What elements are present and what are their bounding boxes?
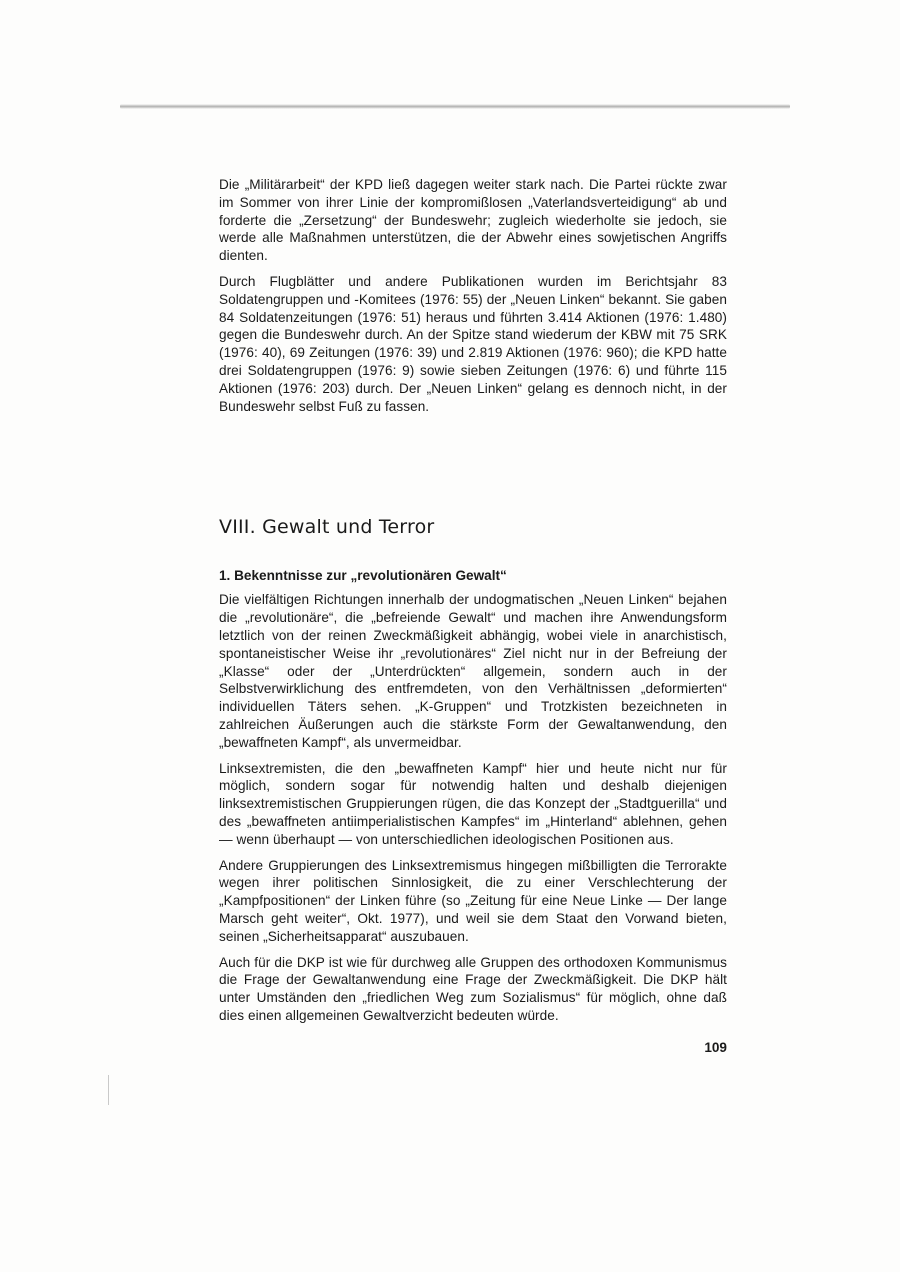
sub-heading: 1. Bekenntnisse zur „revolutionären Gewalt“ — [219, 568, 507, 584]
page-number: 109 — [704, 1040, 727, 1055]
top-scan-rule — [120, 104, 790, 109]
paragraph-richtungen: Die vielfältigen Richtungen innerhalb der undogmatischen „Neuen Linken“ bejahen die „revolutionäre“, die „befreiende Gewalt“ und machen ihre Anwendungsform letztlich von der reinen Zweckmäßigkeit abhängig, wobei viele in anarchistisch, spontaneistischer Weise ihr „revolutionäres“ Ziel nicht nur in der Befreiung der „Klasse“ oder der „Unterdrückten“ allgemein, sondern auch in der Selbstverwirklichung des entfremdeten, von den Verhältnissen „deformierten“ individuellen Täters sehen. „K-Gruppen“ und Trotzkisten bezeichneten in zahlreichen Äußerungen auch die stärkste Form der Gewaltanwendung, den „bewaffneten Kampf“, als unvermeidbar. — [219, 592, 727, 750]
paragraph-militaerarbeit: Die „Militärarbeit“ der KPD ließ dagegen weiter stark nach. Die Partei rückte zwar im Sommer von ihrer Linie der kompromißlosen „Vaterlandsverteidigung“ ab und forderte die „Zersetzung“ der Bundeswehr; zugleich wiederholte sie jedoch, sie werde alle Maßnahmen unterstützen, die der Abwehr eines sowjetischen Angriffs dienten. — [219, 177, 727, 264]
left-scan-mark — [108, 1075, 109, 1105]
paragraph-andere-gruppierungen: Andere Gruppierungen des Linksextremismus hingegen mißbilligten die Terrorakte wegen ihrer politischen Sinnlosigkeit, die zu einer Verschlechterung der „Kampfpositionen“ der Linken führe (so „Zeitung für eine Neue Linke — Der lange Marsch geht weiter“, Okt. 1977), und weil sie dem Staat den Vorwand bieten, seinen „Sicherheitsapparat“ auszubauen. — [219, 857, 727, 944]
paragraph-linksextremisten: Linksextremisten, die den „bewaffneten Kampf“ hier und heute nicht nur für möglich, sondern sogar für notwendig halten und deshalb diejenigen linksextremistischen Gruppierungen rügen, die das Konzept der „Stadtguerilla“ und des „bewaffneten antiimperialistischen Kampfes“ im „Hinterland“ ablehnen, gehen — wenn überhaupt — von unterschiedlichen ideologischen Positionen aus. — [219, 760, 727, 847]
text-column — [219, 176, 727, 1033]
paragraph-dkp: Auch für die DKP ist wie für durchweg alle Gruppen des orthodoxen Kommunismus die Frage der Gewaltanwendung eine Frage der Zweckmäßigkeit. Die DKP hält unter Umständen den „friedlichen Weg zum Sozialismus“ für möglich, ohne daß dies einen allgemeinen Gewaltverzicht bedeuten würde. — [219, 954, 727, 1023]
section-heading: VIII. Gewalt und Terror — [219, 516, 435, 539]
paragraph-flugblaetter: Durch Flugblätter und andere Publikationen wurden im Berichtsjahr 83 Soldatengruppen und -Komitees (1976: 55) der „Neuen Linken“ bekannt. Sie gaben 84 Soldatenzeitungen (1976: 51) heraus und führten 3.414 Aktionen (1976: 1.480) gegen die Bundeswehr durch. An der Spitze stand wiederum der KBW mit 75 SRK (1976: 40), 69 Zeitungen (1976: 39) und 2.819 Aktionen (1976: 960); die KPD hatte drei Soldatengruppen (1976: 9) sowie sieben Zeitungen (1976: 6) und führte 115 Aktionen (1976: 203) durch. Der „Neuen Linken“ gelang es dennoch nicht, in der Bundeswehr selbst Fuß zu fassen. — [219, 273, 727, 414]
